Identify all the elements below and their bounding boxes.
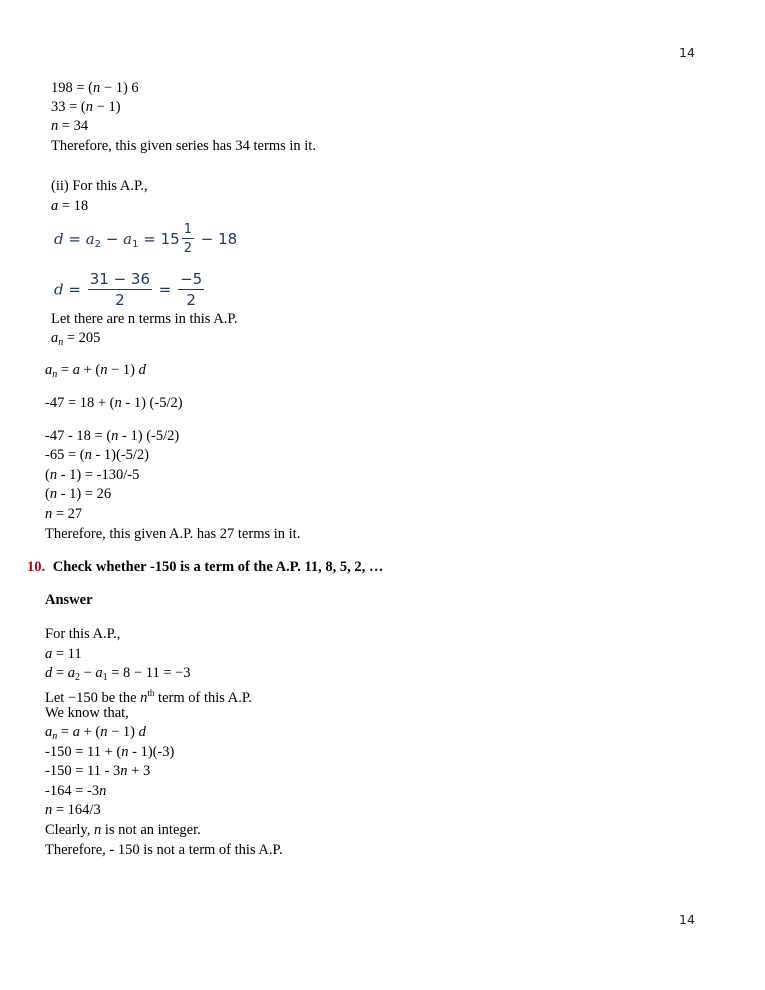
text: -47 - 18 = (	[45, 428, 112, 444]
text: =	[63, 280, 86, 299]
numerator: 31 − 36	[89, 270, 150, 288]
variable: n	[49, 467, 58, 483]
text: − 1) 6	[100, 80, 139, 96]
variable: a	[67, 665, 75, 681]
variable: a	[72, 724, 80, 740]
variable: d	[45, 665, 53, 681]
equation-line	[45, 466, 139, 484]
equation-line	[45, 645, 82, 663]
text-line: Let there are n terms in this A.P.	[51, 311, 238, 327]
text: Let −150 be the	[45, 690, 141, 706]
text: is not an integer.	[101, 822, 201, 838]
variable: n	[114, 395, 122, 411]
equation-line	[45, 743, 174, 761]
text: 33 = (	[51, 99, 86, 115]
fraction	[88, 272, 152, 308]
text: (	[45, 467, 50, 483]
text: (	[45, 486, 50, 502]
text: − 18	[195, 230, 238, 248]
answer-label: Answer	[45, 592, 93, 608]
subscript: 2	[74, 672, 80, 683]
text-line: We know that,	[45, 705, 129, 721]
equation-line	[45, 394, 183, 412]
denominator: 2	[183, 241, 192, 256]
equation-image-d-difference	[54, 223, 237, 255]
variable: n	[120, 763, 128, 779]
text: =	[52, 665, 68, 681]
question-number: 10.	[27, 559, 46, 575]
variable: n	[100, 724, 108, 740]
subscript: n	[58, 337, 64, 348]
text: + (	[79, 724, 101, 740]
text: - 1)(-3)	[128, 744, 175, 760]
variable: a	[45, 724, 53, 740]
text: = 11	[52, 646, 82, 662]
equation-line	[45, 485, 111, 503]
numerator: −5	[180, 270, 203, 288]
equation-line	[45, 762, 150, 780]
text: + 3	[127, 763, 151, 779]
equation-line	[45, 505, 82, 523]
text: term of this A.P.	[154, 690, 252, 706]
variable: d	[54, 230, 64, 248]
text: −	[79, 665, 96, 681]
text: -47 = 18 + (	[45, 395, 115, 411]
text: - 1)(-5/2)	[91, 447, 150, 463]
text: -164 = -3	[45, 783, 100, 799]
text: = 8 − 11 = −3	[107, 665, 191, 681]
conclusion-text: Therefore, this given series has 34 terms in it.	[51, 138, 316, 154]
variable: a	[95, 665, 103, 681]
variable: n	[140, 690, 148, 706]
text: - 1) (-5/2)	[121, 395, 183, 411]
variable: n	[99, 783, 107, 799]
text: =	[63, 230, 86, 248]
text: + (	[79, 362, 101, 378]
variable: n	[94, 822, 102, 838]
variable: a	[72, 362, 80, 378]
page-number-bottom: 14	[679, 912, 695, 927]
variable: a	[45, 362, 53, 378]
whole-part: 15	[160, 230, 180, 248]
text: 198 = (	[51, 80, 94, 96]
text: =	[57, 724, 73, 740]
conclusion-text: Therefore, this given A.P. has 27 terms in it.	[45, 526, 301, 542]
text: Clearly,	[45, 822, 94, 838]
subscript: 1	[132, 239, 139, 250]
variable: d	[138, 362, 146, 378]
variable: a	[51, 330, 59, 346]
variable: n	[85, 99, 94, 115]
text: −	[101, 230, 124, 248]
numerator: 1	[183, 222, 192, 237]
equation-line	[51, 79, 139, 97]
equation-line	[51, 117, 88, 135]
denominator: 2	[186, 291, 196, 309]
equation-line	[45, 782, 106, 800]
equation-line	[51, 98, 121, 116]
variable: n	[111, 428, 119, 444]
equation-line	[51, 197, 88, 215]
text: = 34	[58, 118, 89, 134]
denominator: 2	[115, 291, 125, 309]
conclusion-text: Therefore, - 150 is not a term of this A.P.	[45, 842, 283, 858]
mixed-number	[161, 223, 196, 255]
text: = 205	[63, 330, 101, 346]
variable: d	[54, 280, 64, 299]
text: = 18	[58, 198, 89, 214]
part-heading: (ii) For this A.P.,	[51, 178, 148, 194]
text: =	[57, 362, 73, 378]
variable: a	[51, 198, 59, 214]
equation-line	[51, 329, 100, 352]
text: = 164/3	[52, 802, 101, 818]
variable: a	[45, 646, 53, 662]
formula-line	[45, 361, 146, 384]
variable: n	[51, 118, 59, 134]
variable: n	[84, 447, 92, 463]
text: =	[154, 280, 177, 299]
text: - 1) (-5/2)	[118, 428, 180, 444]
fraction	[182, 223, 194, 255]
text: − 1)	[107, 362, 139, 378]
variable: d	[138, 724, 146, 740]
text: -150 = 11 + (	[45, 744, 122, 760]
text: =	[138, 230, 161, 248]
variable: n	[45, 802, 53, 818]
subscript: n	[52, 369, 58, 380]
text: -150 = 11 - 3	[45, 763, 121, 779]
variable: a	[123, 230, 133, 248]
question-heading	[27, 558, 383, 576]
text: − 1)	[107, 724, 139, 740]
text: - 1) = 26	[57, 486, 112, 502]
variable: n	[45, 506, 53, 522]
variable: n	[100, 362, 108, 378]
equation-line	[45, 427, 179, 445]
text: = 27	[52, 506, 83, 522]
text-line: For this A.P.,	[45, 626, 121, 642]
text: -65 = (	[45, 447, 85, 463]
variable: n	[49, 486, 58, 502]
subscript: 2	[94, 239, 102, 250]
question-text: Check whether -150 is a term of the A.P. 11, 8, 5, 2, …	[52, 559, 384, 575]
variable: n	[93, 80, 101, 96]
equation-line	[45, 801, 101, 819]
text-line	[45, 821, 201, 839]
subscript: 1	[102, 672, 108, 683]
fraction	[178, 272, 204, 308]
superscript: th	[147, 688, 155, 698]
text: − 1)	[93, 99, 121, 115]
variable: n	[121, 744, 129, 760]
subscript: n	[52, 731, 58, 742]
page-number-top: 14	[679, 45, 695, 60]
variable: a	[85, 230, 95, 248]
text: - 1) = -130/-5	[57, 467, 140, 483]
equation-image-d-value	[54, 272, 206, 308]
equation-line	[45, 446, 149, 464]
